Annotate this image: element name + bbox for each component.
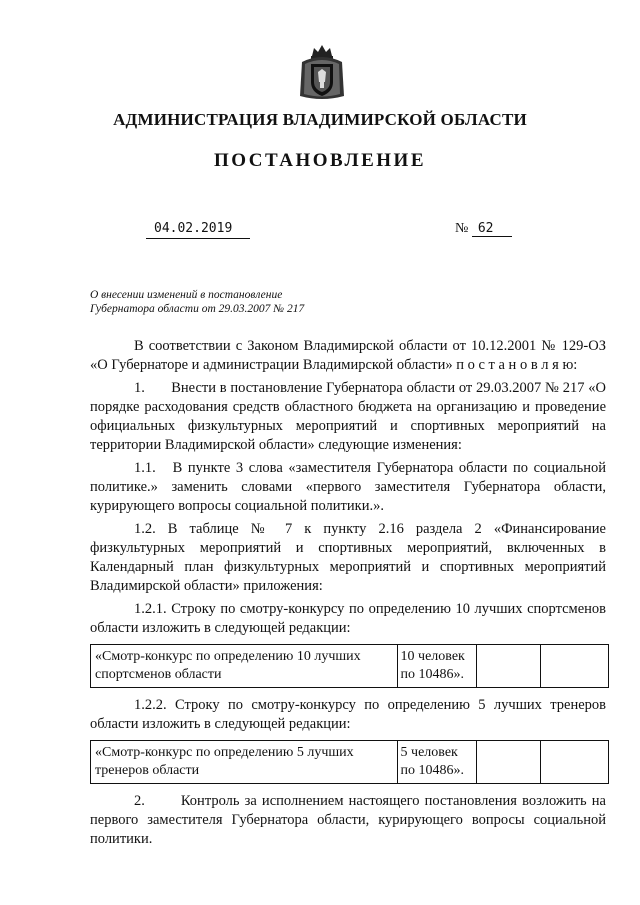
- paragraph-2: 2. Контроль за исполнением настоящего постановления возложить на первого заместителя Губернатора области, курирующего вопросы социальной политики.: [90, 793, 606, 847]
- table-row: [91, 645, 609, 688]
- table-cell-quantity: 10 человек по 10486».: [397, 645, 477, 688]
- paragraph-1-2-1: 1.2.1. Строку по смотру-конкурсу по определению 10 лучших спортсменов области изложить в следующей редакции:: [90, 601, 606, 636]
- replacement-row-table-athletes: [90, 644, 609, 688]
- number-sign: №: [455, 221, 469, 236]
- table-cell-empty: [477, 645, 540, 688]
- table-cell-empty: [540, 645, 608, 688]
- table-cell-event: «Смотр-конкурс по определению 10 лучших спортсменов области: [91, 645, 398, 688]
- preamble-paragraph: В соответствии с Законом Владимирской области от 10.12.2001 № 129-ОЗ «О Губернаторе и администрации Владимирской области» п о с т а н о в л я ю:: [90, 338, 606, 373]
- subject-line: Губернатора области от 29.03.2007 № 217: [90, 303, 305, 315]
- paragraph-1-2-2: 1.2.2. Строку по смотру-конкурсу по определению 5 лучших тренеров области изложить в следующей редакции:: [90, 697, 606, 732]
- table-cell-quantity: 5 человек по 10486».: [397, 741, 477, 784]
- table-cell-empty: [540, 741, 608, 784]
- paragraph-1: 1. Внести в постановление Губернатора области от 29.03.2007 № 217 «О порядке расходования средств областного бюджета на организацию и проведение официальных физкультурных мероприятий и спортивных мероприятий на территории Владимирской области» следующие изменения:: [90, 380, 606, 453]
- paragraph-1-1: 1.1. В пункте 3 слова «заместителя Губернатора области по социальной политике.» заменить словами «первого заместителя Губернатора области, курирующего вопросы социальной политики.».: [90, 460, 606, 514]
- table-cell-event: «Смотр-конкурс по определению 5 лучших тренеров области: [91, 741, 398, 784]
- table-row: [91, 741, 609, 784]
- coat-of-arms-emblem: [296, 42, 348, 102]
- document-body: [90, 337, 606, 853]
- document-subject: [90, 288, 390, 316]
- paragraph-1-2: 1.2. В таблице № 7 к пункту 2.16 раздела 2 «Финансирование физкультурных мероприятий и спортивных мероприятий, включенных в Календарный план физкультурных мероприятий и спортивных мероприятий Владимирской области» приложения:: [90, 521, 606, 594]
- subject-line: О внесении изменений в постановление: [90, 289, 283, 301]
- document-number: [455, 221, 512, 237]
- number-value: 62: [472, 221, 512, 237]
- document-type-title: ПОСТАНОВЛЕНИЕ: [213, 150, 427, 171]
- organization-title: АДМИНИСТРАЦИЯ ВЛАДИМИРСКОЙ ОБЛАСТИ: [113, 110, 527, 129]
- replacement-row-table-coaches: [90, 740, 609, 784]
- document-date: 04.02.2019: [146, 221, 250, 239]
- table-cell-empty: [477, 741, 540, 784]
